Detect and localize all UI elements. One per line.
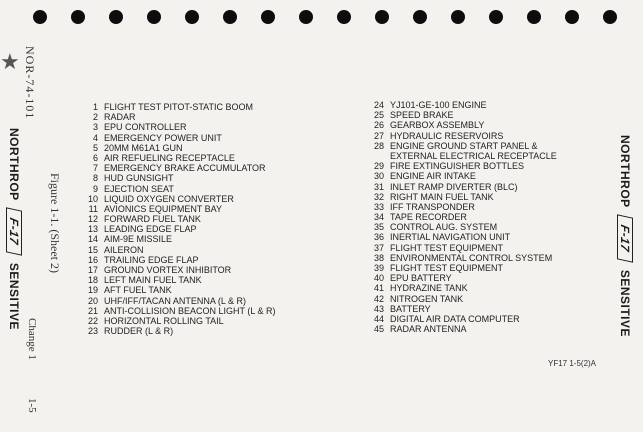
legend-item-number: 13 xyxy=(87,224,98,235)
legend-item xyxy=(368,151,557,161)
legend-item-label: ENGINE GROUND START PANEL & xyxy=(390,140,538,151)
legend-item xyxy=(82,296,276,306)
legend-item-label: RUDDER (L & R) xyxy=(104,326,174,337)
legend-item-number xyxy=(368,151,384,161)
legend-item xyxy=(368,212,557,222)
binder-hole-icon xyxy=(337,10,351,24)
legend-item xyxy=(368,294,557,304)
legend-item-number: 34 xyxy=(373,212,384,223)
legend-item xyxy=(368,314,557,324)
page-number: 1-5 xyxy=(26,398,38,413)
legend-item xyxy=(82,234,276,244)
legend-item-label: EXTERNAL ELECTRICAL RECEPTACLE xyxy=(390,150,557,161)
legend-item-label: RIGHT MAIN FUEL TANK xyxy=(390,191,494,202)
binder-hole-icon xyxy=(603,10,617,24)
legend-item-number: 10 xyxy=(87,193,98,204)
legend-item-label: BATTERY xyxy=(390,303,431,314)
banner-sensitive: SENSITIVE xyxy=(7,262,21,331)
legend-item-label: AFT FUEL TANK xyxy=(104,285,172,296)
legend-item-number: 37 xyxy=(373,242,384,253)
legend-item xyxy=(368,324,557,334)
legend-item-label: TAPE RECORDER xyxy=(390,212,467,223)
legend-item-label: ENGINE AIR INTAKE xyxy=(390,171,476,182)
legend-item-number: 2 xyxy=(92,112,98,123)
binder-hole-icon xyxy=(489,10,503,24)
legend-item-number: 5 xyxy=(92,142,98,153)
legend-item-number: 4 xyxy=(92,132,98,143)
legend-item-label: SPEED BRAKE xyxy=(390,110,454,121)
legend-item-number: 45 xyxy=(373,324,384,335)
legend-item-label: INLET RAMP DIVERTER (BLC) xyxy=(390,181,518,192)
banner-sensitive: SENSITIVE xyxy=(618,269,632,338)
legend-item-number: 17 xyxy=(87,265,98,275)
legend-item-number: 24 xyxy=(373,100,384,110)
legend-item-number: 20 xyxy=(87,295,98,306)
legend-item-number: 3 xyxy=(92,122,98,133)
legend-item-label: AIM-9E MISSILE xyxy=(104,234,173,245)
legend-item xyxy=(82,275,276,285)
legend-item-label: AIR REFUELING RECEPTACLE xyxy=(104,152,235,163)
binder-holes xyxy=(40,10,610,28)
legend-item xyxy=(82,306,276,316)
legend-item-label: RADAR xyxy=(104,112,136,123)
legend-item-label: GROUND VORTEX INHIBITOR xyxy=(104,265,232,275)
binder-hole-icon xyxy=(375,10,389,24)
legend-item xyxy=(82,245,276,255)
binder-hole-icon xyxy=(185,10,199,24)
legend-item xyxy=(82,184,276,194)
legend-item-number: 9 xyxy=(92,183,98,194)
legend-item xyxy=(368,253,557,263)
legend-item xyxy=(82,285,276,295)
legend-item-label: FLIGHT TEST EQUIPMENT xyxy=(390,263,504,273)
legend-item-number: 29 xyxy=(373,161,384,172)
legend-item-number: 40 xyxy=(373,273,384,284)
legend-item-label: HYDRAZINE TANK xyxy=(390,283,468,294)
document-id: NOR-74-101 xyxy=(23,46,37,120)
legend-item-number: 43 xyxy=(373,303,384,314)
legend-item-label: AILERON xyxy=(104,244,144,255)
legend-item-label: EMERGENCY POWER UNIT xyxy=(104,132,222,143)
legend-item xyxy=(368,202,557,212)
legend-item-number: 28 xyxy=(373,140,384,151)
legend-item-label: 20MM M61A1 GUN xyxy=(104,142,183,153)
legend-item-number: 11 xyxy=(88,203,98,214)
binder-hole-icon xyxy=(261,10,275,24)
legend-item xyxy=(368,110,557,120)
binder-hole-icon xyxy=(71,10,85,24)
legend-item xyxy=(82,224,276,234)
legend-item-number: 25 xyxy=(373,110,384,121)
legend-item xyxy=(82,153,276,163)
legend-item-label: EJECTION SEAT xyxy=(104,183,174,194)
legend-item-label: IFF TRANSPONDER xyxy=(390,201,475,212)
legend-item xyxy=(368,243,557,253)
legend-item-label: EPU BATTERY xyxy=(390,273,452,284)
legend-item-label: EPU CONTROLLER xyxy=(104,122,187,133)
legend-item xyxy=(82,204,276,214)
legend-item-number: 39 xyxy=(373,263,384,273)
legend-item xyxy=(82,102,276,112)
legend-item xyxy=(82,214,276,224)
banner-northrop: NORTHROP xyxy=(7,128,21,201)
legend-item-label: NITROGEN TANK xyxy=(390,293,464,304)
change-label: Change 1 xyxy=(26,318,38,360)
legend-item-number: 31 xyxy=(373,181,384,192)
figure-code: YF17 1-5(2)A xyxy=(548,359,597,368)
security-banner-left xyxy=(6,128,22,330)
legend-list-right xyxy=(368,100,557,334)
legend-item xyxy=(368,141,557,151)
binder-hole-icon xyxy=(413,10,427,24)
legend-item-label: YJ101-GE-100 ENGINE xyxy=(390,100,487,110)
legend-item-label: CONTROL AUG. SYSTEM xyxy=(390,222,498,233)
legend-item-number: 7 xyxy=(92,163,98,174)
legend-item-label: LIQUID OXYGEN CONVERTER xyxy=(104,193,234,204)
legend-item-number: 8 xyxy=(92,173,98,184)
star-icon: ★ xyxy=(0,50,20,75)
legend-item xyxy=(368,283,557,293)
legend-item xyxy=(368,232,557,242)
binder-hole-icon xyxy=(109,10,123,24)
legend-item-label: HUD GUNSIGHT xyxy=(104,173,174,184)
legend-item xyxy=(82,326,276,336)
legend-item-number: 27 xyxy=(373,130,384,141)
legend-item xyxy=(82,112,276,122)
legend-item-label: INERTIAL NAVIGATION UNIT xyxy=(390,232,511,243)
legend-item xyxy=(82,143,276,153)
legend-item-number: 26 xyxy=(373,120,384,131)
legend-item-number: 35 xyxy=(373,222,384,233)
legend-item-number: 21 xyxy=(87,305,98,316)
legend-item-label: HORIZONTAL ROLLING TAIL xyxy=(104,315,224,326)
binder-hole-icon xyxy=(299,10,313,24)
legend-item-number: 18 xyxy=(87,275,98,286)
figure-caption: Figure 1-1. (Sheet 2) xyxy=(48,173,62,273)
legend-item xyxy=(368,273,557,283)
binder-hole-icon xyxy=(565,10,579,24)
legend-item-label: HYDRAULIC RESERVOIRS xyxy=(390,130,504,141)
legend-item-number: 42 xyxy=(373,293,384,304)
legend-item-label: UHF/IFF/TACAN ANTENNA (L & R) xyxy=(104,295,247,306)
legend-item-label: EMERGENCY BRAKE ACCUMULATOR xyxy=(104,163,266,174)
f17-logo-icon: F-17 xyxy=(617,215,633,263)
legend-item xyxy=(368,131,557,141)
legend-item-label: FORWARD FUEL TANK xyxy=(104,214,201,225)
legend-item xyxy=(368,263,557,273)
legend-item-number: 14 xyxy=(87,234,98,245)
legend-item xyxy=(368,192,557,202)
legend-item-number: 6 xyxy=(92,152,98,163)
legend-item-number: 32 xyxy=(373,191,384,202)
binder-hole-icon xyxy=(33,10,47,24)
binder-hole-icon xyxy=(147,10,161,24)
security-banner-right xyxy=(617,135,633,337)
legend-item-label: ANTI-COLLISION BEACON LIGHT (L & R) xyxy=(104,305,276,316)
legend-item-label: FLIGHT TEST PITOT-STATIC BOOM xyxy=(104,102,254,112)
legend-item-number: 30 xyxy=(373,171,384,182)
legend-item xyxy=(82,194,276,204)
legend-list-left xyxy=(82,102,276,336)
legend-item xyxy=(82,265,276,275)
legend-item-label: FIRE EXTINGUISHER BOTTLES xyxy=(390,161,525,172)
legend-item-label: TRAILING EDGE FLAP xyxy=(104,254,199,265)
legend-item xyxy=(368,222,557,232)
legend-item-number: 12 xyxy=(87,214,98,225)
legend-item-number: 15 xyxy=(87,244,98,255)
legend-item xyxy=(82,122,276,132)
legend-item-number: 36 xyxy=(373,232,384,243)
legend-item-label: DIGITAL AIR DATA COMPUTER xyxy=(390,313,520,324)
legend-item xyxy=(368,304,557,314)
legend-item-number: 1 xyxy=(92,102,98,112)
legend-item-number: 22 xyxy=(87,315,98,326)
binder-hole-icon xyxy=(223,10,237,24)
legend-item xyxy=(368,120,557,130)
legend-item xyxy=(368,161,557,171)
legend-item xyxy=(368,182,557,192)
legend-item-number: 38 xyxy=(373,252,384,263)
legend-item-number: 44 xyxy=(373,313,384,324)
legend-item-label: LEADING EDGE FLAP xyxy=(104,224,197,235)
f17-logo-icon: F-17 xyxy=(6,208,22,256)
legend-item-number: 19 xyxy=(87,285,98,296)
legend-item-number: 41 xyxy=(373,283,384,294)
binder-hole-icon xyxy=(527,10,541,24)
legend-item xyxy=(82,316,276,326)
legend-item-label: AVIONICS EQUIPMENT BAY xyxy=(104,203,223,214)
legend-item xyxy=(82,255,276,265)
legend-item-label: GEARBOX ASSEMBLY xyxy=(390,120,485,131)
legend-item-number: 33 xyxy=(373,201,384,212)
banner-northrop: NORTHROP xyxy=(618,135,632,208)
legend-item-number: 23 xyxy=(87,326,98,337)
legend-item-label: FLIGHT TEST EQUIPMENT xyxy=(390,242,504,253)
legend-item-number: 16 xyxy=(87,254,98,265)
legend-item xyxy=(82,173,276,183)
legend-item xyxy=(368,171,557,181)
legend-item-label: ENVIRONMENTAL CONTROL SYSTEM xyxy=(390,252,553,263)
legend-item xyxy=(368,100,557,110)
legend-item-label: LEFT MAIN FUEL TANK xyxy=(104,275,202,286)
legend-item xyxy=(82,133,276,143)
legend-item-label: RADAR ANTENNA xyxy=(390,324,467,335)
binder-hole-icon xyxy=(451,10,465,24)
legend-item xyxy=(82,163,276,173)
